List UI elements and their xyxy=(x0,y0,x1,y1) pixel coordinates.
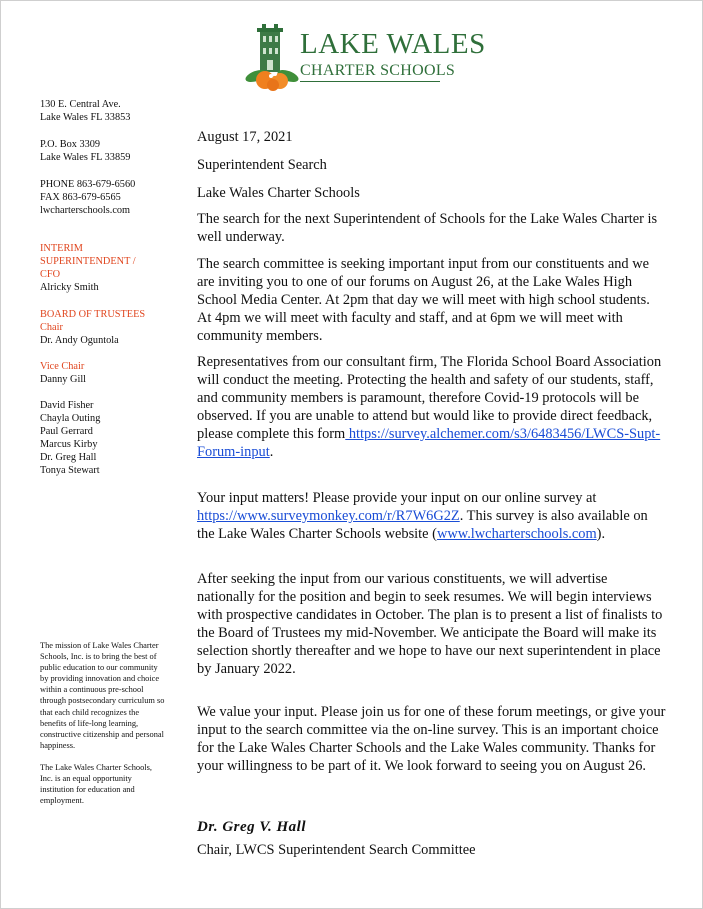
paragraph-consultant: Representatives from our consultant firm, The Florida School Board Association will conduct the meeting. Protecting the health and safety of our students, staff, and community members is paramount, therefore Covid-19 protocols will be observed. If you are unable to attend but would like to provide direct feedback, please complete this form https://survey.alchemer.com/s3/6483456/LWCS-Supt-Forum-input. xyxy=(197,354,662,460)
board-member: Paul Gerrard xyxy=(40,426,93,437)
board-member: David Fisher xyxy=(40,400,94,411)
chair-name: Dr. Andy Oguntola xyxy=(40,335,119,346)
tower-oranges-icon xyxy=(244,24,300,94)
paragraph-intro: The search for the next Superintendent of Schools for the Lake Wales Charter is well underway. xyxy=(197,211,658,245)
street-address: 130 E. Central Ave. Lake Wales FL 33853 xyxy=(40,99,131,123)
contact-info xyxy=(40,178,135,217)
board-member: Chayla Outing xyxy=(40,413,101,424)
paragraph-closing: We value your input. Please join us for one of these forum meetings, or give your input to the search committee via the on-line survey. This is an important choice for the Lake Wales Charter Schools and the Lake Wales community. Thanks for your willingness to be part of it. We look forward to seeing you on August 26. xyxy=(197,704,666,774)
board-of-trustees xyxy=(40,308,145,347)
vice-chair-name: Danny Gill xyxy=(40,374,87,385)
interim-superintendent: INTERIM SUPERINTENDENT / CFO Alricky Smith xyxy=(40,243,136,293)
interim-name: Alricky Smith xyxy=(40,282,99,293)
letter-subject: Superintendent Search xyxy=(197,157,327,173)
board-member: Marcus Kirby xyxy=(40,439,98,450)
letter-organization: Lake Wales Charter Schools xyxy=(197,185,360,201)
signature-title: Chair, LWCS Superintendent Search Committee xyxy=(197,842,476,858)
phone-number: PHONE 863-679-6560 xyxy=(40,179,136,190)
signature: Dr. Greg V. Hall xyxy=(197,819,306,835)
paragraph-survey: Your input matters! Please provide your input on our online survey at https://www.surveymonkey.com/r/R7W6G2Z. This survey is also available on the Lake Wales Charter Schools website (www.lwcharterschools.com). xyxy=(197,490,648,542)
logo-title: LAKE WALES xyxy=(300,28,486,60)
board-member: Tonya Stewart xyxy=(40,465,100,476)
board-member: Dr. Greg Hall xyxy=(40,452,97,463)
paragraph-forums: The search committee is seeking important input from our constituents and we are inviting you to one of our forums on August 26, at the Lake Wales High School Media Center. At 2pm that day we will meet with high school students. At 4pm we will meet with faculty and staff, and at 6pm we will meet with community members. xyxy=(197,256,650,344)
school-logo xyxy=(244,24,486,94)
surveymonkey-link[interactable]: https://www.surveymonkey.com/r/R7W6G2Z xyxy=(197,508,460,524)
letter-date: August 17, 2021 xyxy=(197,129,293,145)
equal-opportunity-statement: The Lake Wales Charter Schools, Inc. is an equal opportunity institution for education and employment. xyxy=(40,762,152,806)
vice-chair xyxy=(40,360,86,386)
board-title: BOARD OF TRUSTEES xyxy=(40,309,146,320)
fax-number: FAX 863-679-6565 xyxy=(40,192,121,203)
po-box-address: P.O. Box 3309 Lake Wales FL 33859 xyxy=(40,139,131,163)
alchemer-survey-link[interactable]: https://survey.alchemer.com/s3/6483456/LWCS-Supt-Forum-input xyxy=(197,426,661,460)
paragraph-timeline: After seeking the input from our various constituents, we will advertise nationally for the position and begin to seek resumes. We will begin interviews with prospective candidates in October. The plan is to present a list of finalists to the Board of Trustees my mid-November. We anticipate the Board will make its selection shortly thereafter and we hope to have our next superintendent in place by January 2022. xyxy=(197,571,663,677)
logo-divider xyxy=(300,81,440,82)
vice-chair-title: Vice Chair xyxy=(40,361,85,372)
board-members xyxy=(40,399,100,477)
mission-statement: The mission of Lake Wales Charter Schools, Inc. is to bring the best of public education to our community by providing innovation and choice within a continuous pre-school through postsecondary curriculum so that each child recognizes the benefits of life-long learning, constructive citizenship and personal happiness. xyxy=(40,641,165,750)
mission-statement-block xyxy=(40,640,166,817)
chair-title: Chair xyxy=(40,322,63,333)
website: lwcharterschools.com xyxy=(40,205,131,216)
website-link[interactable]: www.lwcharterschools.com xyxy=(436,526,597,542)
logo-subtitle: CHARTER SCHOOLS xyxy=(300,62,456,79)
